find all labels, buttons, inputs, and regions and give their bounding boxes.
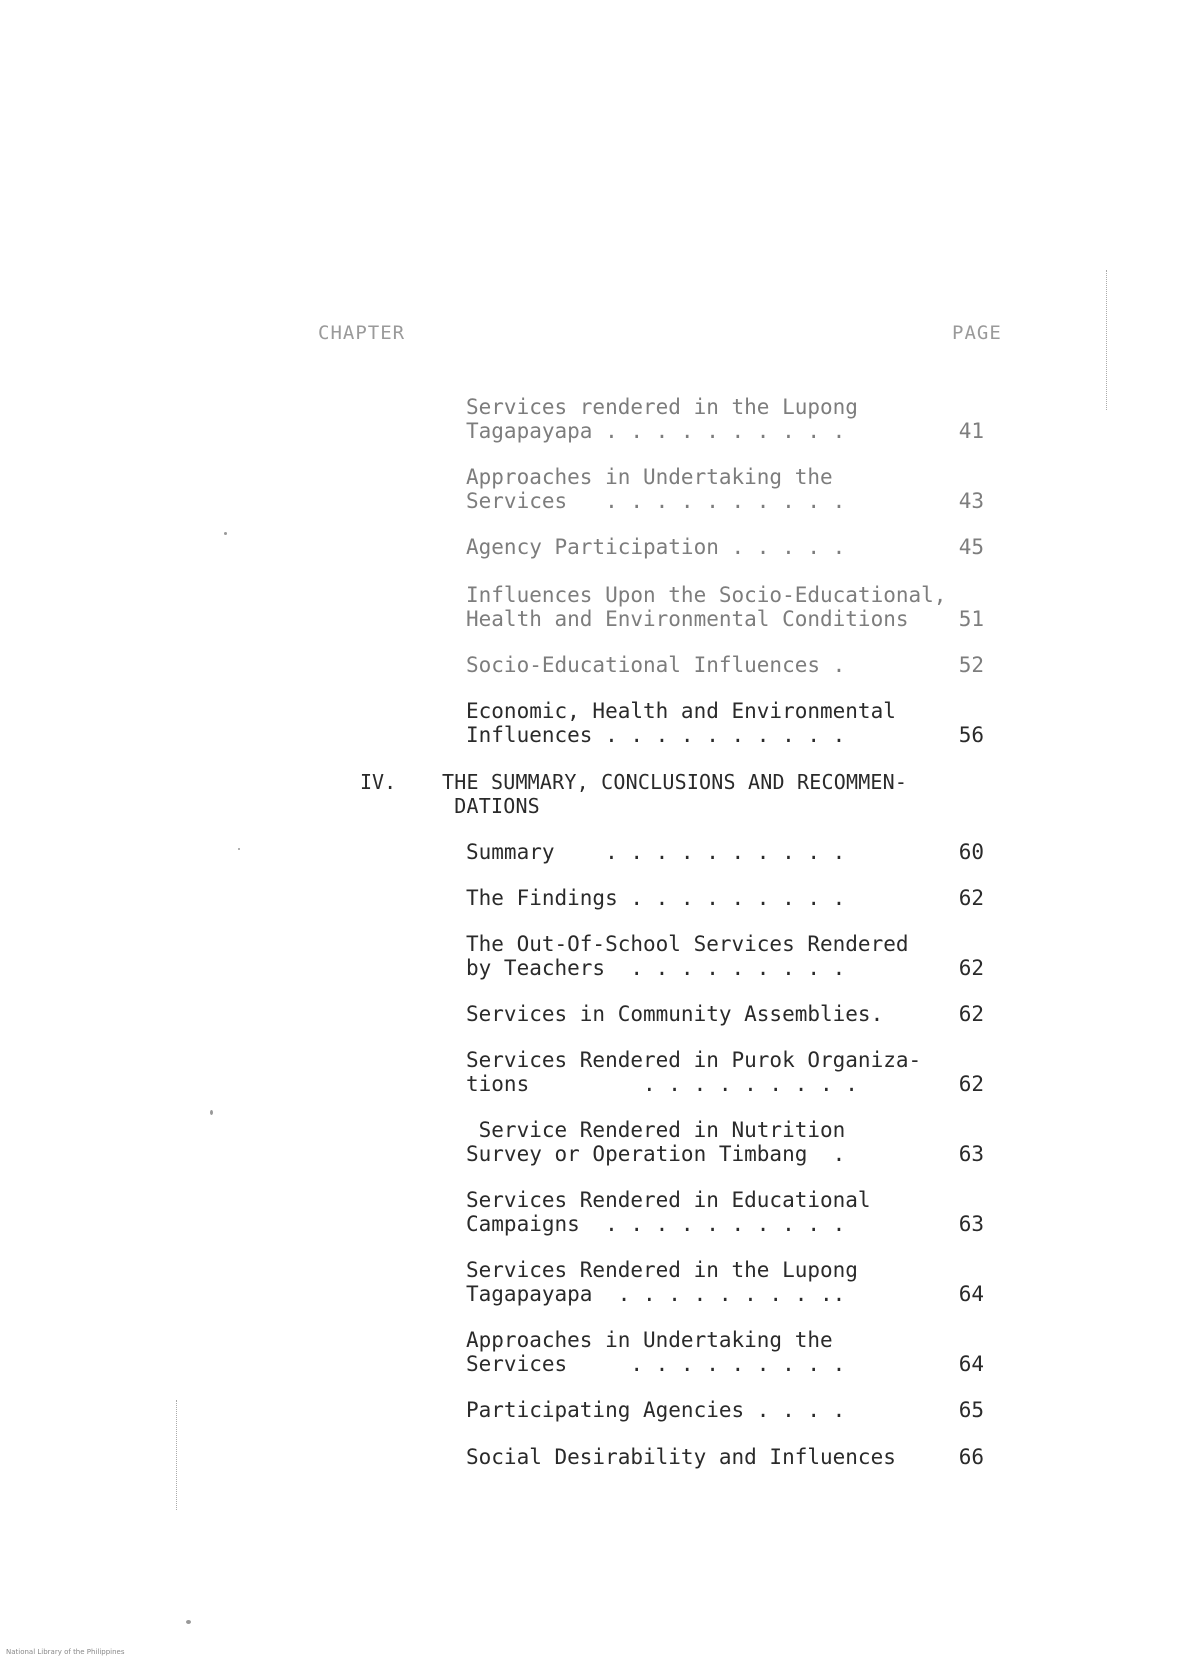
toc-entry-page: 63 — [958, 1142, 984, 1166]
toc-entry-title: Services Rendered in the Lupong Tagapayapa . . . . . . . . .. — [466, 1258, 858, 1306]
toc-entry-page: 62 — [958, 1072, 984, 1096]
chapter-title: THE SUMMARY, CONCLUSIONS AND RECOMMEN- DATIONS — [442, 770, 908, 818]
toc-entry-title: Summary . . . . . . . . . . — [466, 840, 846, 864]
toc-entry-page: 51 — [958, 607, 984, 631]
toc-entry-title: The Findings . . . . . . . . . — [466, 886, 846, 910]
toc-entry-title: Services in Community Assemblies. — [466, 1002, 884, 1026]
toc-entry-title: Participating Agencies . . . . — [466, 1398, 846, 1422]
toc-entry-title: Approaches in Undertaking the Services . . . . . . . . . . — [466, 465, 846, 513]
toc-entry-title: Services rendered in the Lupong Tagapayapa . . . . . . . . . . — [466, 395, 858, 443]
scan-margin-mark — [1106, 270, 1107, 410]
toc-entry — [466, 1258, 986, 1306]
toc-entry-page: 41 — [958, 419, 984, 443]
toc-entry — [466, 1398, 986, 1422]
chapter-column-header: CHAPTER — [318, 322, 406, 344]
toc-entry — [466, 840, 986, 864]
scan-footer: National Library of the Philippines — [6, 1648, 125, 1656]
toc-entry — [466, 1328, 986, 1376]
toc-entry-page: 45 — [958, 535, 984, 559]
toc-entry-page: 64 — [958, 1282, 984, 1306]
toc-entry-title: Service Rendered in Nutrition Survey or Operation Timbang . — [466, 1118, 846, 1166]
toc-entry-title: Services Rendered in Educational Campaigns . . . . . . . . . . — [466, 1188, 871, 1236]
toc-entry-page: 60 — [958, 840, 984, 864]
scan-speck — [210, 1110, 213, 1115]
toc-entry — [466, 395, 986, 443]
toc-entry-title: Agency Participation . . . . . — [466, 535, 846, 559]
toc-entry — [466, 1118, 986, 1166]
toc-entry — [466, 465, 986, 513]
toc-entry-page: 66 — [958, 1445, 984, 1469]
toc-entry-page: 56 — [958, 723, 984, 747]
toc-entry — [466, 1188, 986, 1236]
scan-margin-mark — [176, 1400, 177, 1510]
toc-entry-page: 63 — [958, 1212, 984, 1236]
chapter-number: IV. — [360, 770, 397, 794]
toc-entry-title: The Out-Of-School Services Rendered by Teachers . . . . . . . . . — [466, 932, 909, 980]
toc-entry-title: Services Rendered in Purok Organiza- tions . . . . . . . . . — [466, 1048, 922, 1096]
toc-entry-title: Approaches in Undertaking the Services . . . . . . . . . — [466, 1328, 846, 1376]
scan-speck — [238, 848, 240, 850]
toc-entry — [466, 1445, 986, 1469]
toc-entry — [466, 1048, 986, 1096]
toc-entry-title: Economic, Health and Environmental Influences . . . . . . . . . . — [466, 699, 896, 747]
toc-entry — [466, 699, 986, 747]
toc-entry — [466, 583, 986, 631]
toc-entry-page: 64 — [958, 1352, 984, 1376]
toc-entry-page: 65 — [958, 1398, 984, 1422]
toc-entry — [466, 886, 986, 910]
toc-entry — [466, 932, 986, 980]
toc-entry-page: 62 — [958, 956, 984, 980]
toc-entry-title: Influences Upon the Socio-Educational, Health and Environmental Conditions — [466, 583, 947, 631]
page-column-header: PAGE — [952, 322, 1002, 344]
toc-entry-title: Socio-Educational Influences . — [466, 653, 846, 677]
toc-entry — [466, 535, 986, 559]
toc-entry — [466, 1002, 986, 1026]
toc-entry-page: 62 — [958, 886, 984, 910]
toc-entry-title: Social Desirability and Influences — [466, 1445, 896, 1469]
scan-speck — [186, 1620, 191, 1624]
scan-speck — [224, 532, 227, 535]
toc-entry-page: 43 — [958, 489, 984, 513]
toc-entry — [466, 653, 986, 677]
toc-entry-page: 62 — [958, 1002, 984, 1026]
toc-entry-page: 52 — [958, 653, 984, 677]
